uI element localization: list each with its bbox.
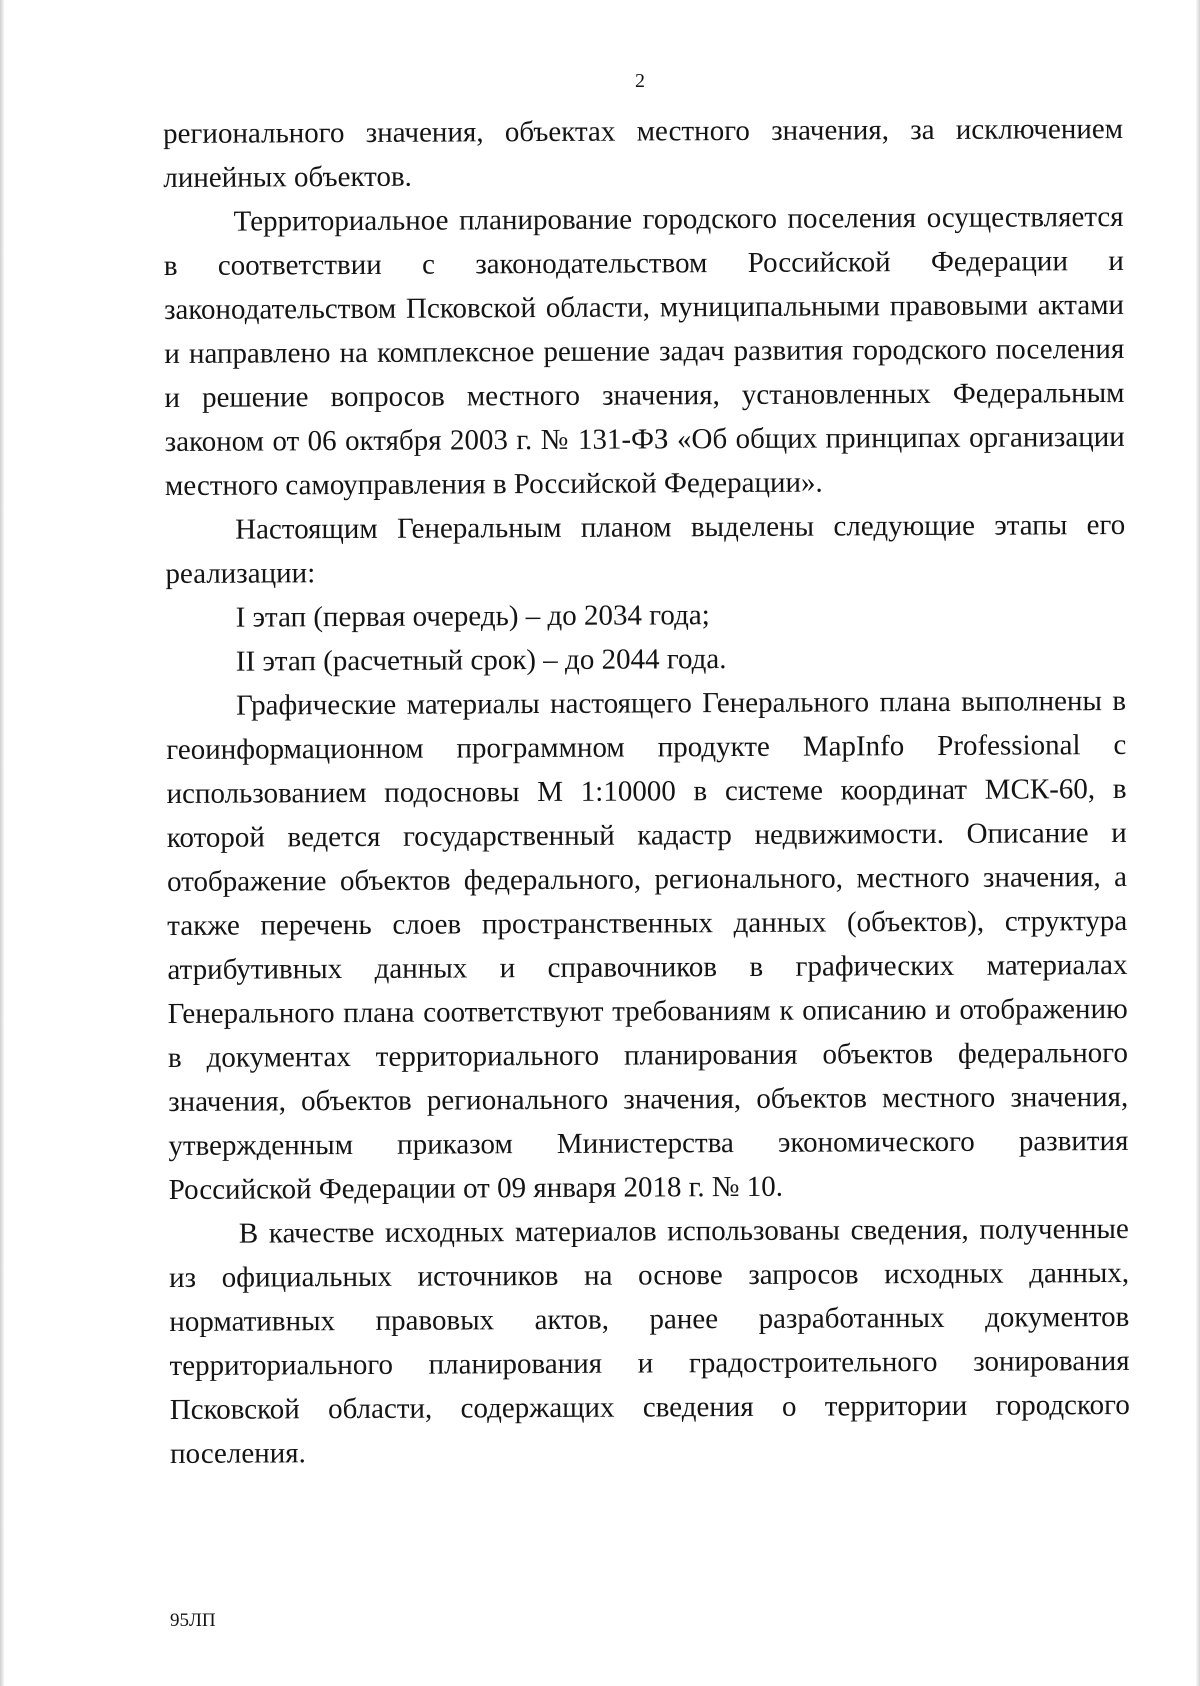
paragraph-stages-intro: Настоящим Генеральным планом выделены следующие этапы его реализации: bbox=[165, 508, 1126, 590]
paragraph-graphic-materials: Графические материалы настоящего Генерального плана выполнены в геоинформационном программном продукте MapInfo Professional с использованием подосновы М 1:10000 в системе координат МСК-60, в которой ведется государственный кадастр недвижимости. Описание и отображение объектов федерального, регионального, местного значения, а также перечень слоев пространственных данных (объектов), структура атрибутивных данных и справочников в графических материалах Генерального плана соответствуют требованиям к описанию и отображению в документах территориального планирования объектов федерального значения, объектов регионального значения, объектов местного значения, утвержденным приказом Министерства экономического развития Российской Федерации от 09 января 2018 г. № 10. bbox=[166, 684, 1129, 1206]
footer-document-code: 95ЛП bbox=[170, 1610, 216, 1631]
document-body bbox=[163, 107, 1130, 1476]
paragraph-territorial-planning: Территориальное планирование городского поселения осуществляется в соответствии с законодательством Российской Федерации и законодательством Псковской области, муниципальными правовыми актами и направлено на комплексное решение задач развития городского поселения и решение вопросов местного значения, установленных Федеральным законом от 06 октября 2003 г. № 131-ФЗ «Об общих принципах организации местного самоуправления в Российской Федерации». bbox=[163, 200, 1125, 502]
page-number: 2 bbox=[635, 70, 645, 92]
stage-item-2: II этап (расчетный срок) – до 2044 года. bbox=[235, 643, 727, 678]
stage-item-1: I этап (первая очередь) – до 2034 года; bbox=[235, 599, 710, 634]
paragraph-source-materials: В качестве исходных материалов использованы сведения, полученные из официальных источников на основе запросов исходных данных, нормативных правовых актов, ранее разработанных документов территориального планирования и градостроительного зонирования Псковской области, содержащих сведения о территории городского поселения. bbox=[169, 1212, 1130, 1470]
paragraph-continuation: регионального значения, объектах местного значения, за исключением линейных объектов. bbox=[163, 112, 1124, 194]
scan-edge-left bbox=[0, 0, 4, 1686]
scan-edge-right bbox=[1196, 0, 1200, 1686]
